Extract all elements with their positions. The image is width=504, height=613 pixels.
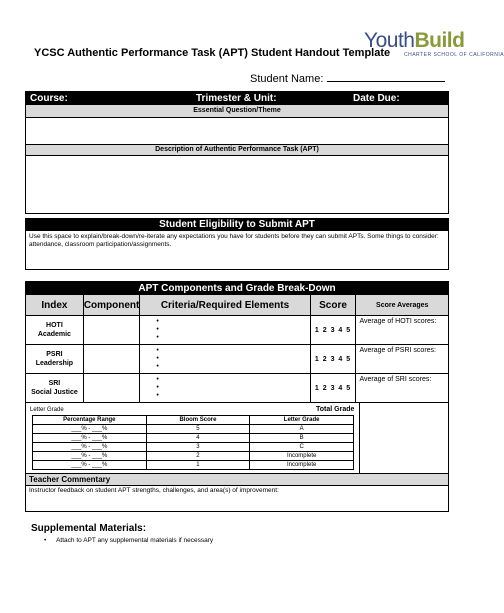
percentage-range[interactable]: ___% - ___% [33,425,147,434]
component-cell[interactable] [83,374,140,403]
table-row [33,443,354,452]
logo-text-a: Youth [364,29,415,52]
student-name-label: Student Name: [250,73,324,85]
essential-question-area[interactable] [26,118,448,144]
logo-subtitle: CHARTER SCHOOL OF CALIFORNIA [404,52,504,58]
components-header-row [26,295,449,316]
eligibility-title: Student Eligibility to Submit APT [26,219,448,231]
table-row [33,461,354,470]
average-cell: Average of HOTI scores: [356,316,449,345]
bloom-score-header: Bloom Score [146,416,250,425]
table-row [33,434,354,443]
index-code: SRI [48,380,61,387]
total-grade-divider [359,403,360,473]
teacher-commentary-title: Teacher Commentary [26,474,448,486]
page-title: YCSC Authentic Performance Task (APT) Student Handout Template [34,47,391,59]
component-cell[interactable] [83,316,140,345]
table-row [26,374,449,403]
course-info-block [25,91,449,214]
date-due-label: Date Due: [353,93,400,104]
grade-block [25,403,449,474]
student-name-field[interactable] [250,72,445,85]
teacher-commentary-block[interactable] [25,474,449,512]
description-apt-area[interactable] [26,156,448,212]
index-name: Leadership [35,360,74,367]
components-table [25,294,449,403]
letter-grade: Incomplete [250,461,354,470]
table-row [26,345,449,374]
average-cell: Average of SRI scores: [356,374,449,403]
supplemental-title: Supplemental Materials: [31,523,147,534]
bullet: • [44,537,47,544]
grade-header-row [33,416,354,425]
student-name-line[interactable] [327,72,445,82]
bloom-score: 5 [146,425,250,434]
bullet: • [156,392,159,399]
score-header: Score [310,295,356,316]
score-cell[interactable]: 1 2 3 4 5 [310,374,356,403]
criteria-cell[interactable] [140,345,310,374]
criteria-cell[interactable] [140,374,310,403]
percentage-range[interactable]: ___% - ___% [33,452,147,461]
percentage-range[interactable]: ___% - ___% [33,443,147,452]
average-cell: Average of PSRI scores: [356,345,449,374]
bullet: • [156,326,159,333]
criteria-cell[interactable] [140,316,310,345]
bloom-score: 4 [146,434,250,443]
index-name: Academic [37,331,71,338]
bloom-score: 3 [146,443,250,452]
supplemental-item-text: Attach to APT any supplemental materials if necessary [56,537,214,544]
criteria-header: Criteria/Required Elements [140,295,310,316]
bullet: • [156,384,159,391]
bullet: • [156,334,159,341]
bullet: • [156,318,159,325]
letter-grade: A [250,425,354,434]
index-code: PSRI [46,351,63,358]
index-code: HOTI [46,322,63,329]
letter-grade: B [250,434,354,443]
index-cell [26,374,84,403]
percentage-range[interactable]: ___% - ___% [33,434,147,443]
bullet: • [156,363,159,370]
index-cell [26,345,84,374]
averages-header: Score Averages [356,295,449,316]
index-cell [26,316,84,345]
components-title: APT Components and Grade Break-Down [25,281,449,294]
letter-grade-label: Letter Grade [30,407,64,413]
logo-text-b: Build [414,29,465,52]
course-label: Course: [30,93,68,104]
table-row [33,452,354,461]
trimester-unit-label: Trimester & Unit: [196,93,277,104]
bullet: • [156,347,159,354]
score-cell[interactable]: 1 2 3 4 5 [310,345,356,374]
bullet: • [156,376,159,383]
component-header: Component [83,295,140,316]
index-header: Index [26,295,84,316]
grade-scale-table [32,415,354,470]
table-row [26,316,449,345]
component-cell[interactable] [83,345,140,374]
eligibility-text: Use this space to explain/break-down/re-iterate any expectations you have for students before they can submit APTs. Some things to consider: attendance, classroom participation/assignments. [29,233,439,248]
eligibility-block [25,218,449,270]
supplemental-item [44,537,213,544]
letter-grade: C [250,443,354,452]
index-name: Social Justice [31,389,78,396]
percentage-range-header: Percentage Range [33,416,147,425]
total-grade-label: Total Grade [316,406,355,413]
bloom-score: 2 [146,452,250,461]
course-header-bar [26,92,448,105]
letter-grade: Incomplete [250,452,354,461]
essential-question-header: Essential Question/Theme [26,105,448,118]
letter-grade-header: Letter Grade [250,416,354,425]
bullet: • [156,355,159,362]
percentage-range[interactable]: ___% - ___% [33,461,147,470]
table-row [33,425,354,434]
teacher-commentary-text: Instructor feedback on student APT strengths, challenges, and area(s) of improvement: [29,487,279,494]
components-block [25,281,449,512]
bloom-score: 1 [146,461,250,470]
score-cell[interactable]: 1 2 3 4 5 [310,316,356,345]
description-apt-header: Description of Authentic Performance Task (APT) [26,144,448,156]
